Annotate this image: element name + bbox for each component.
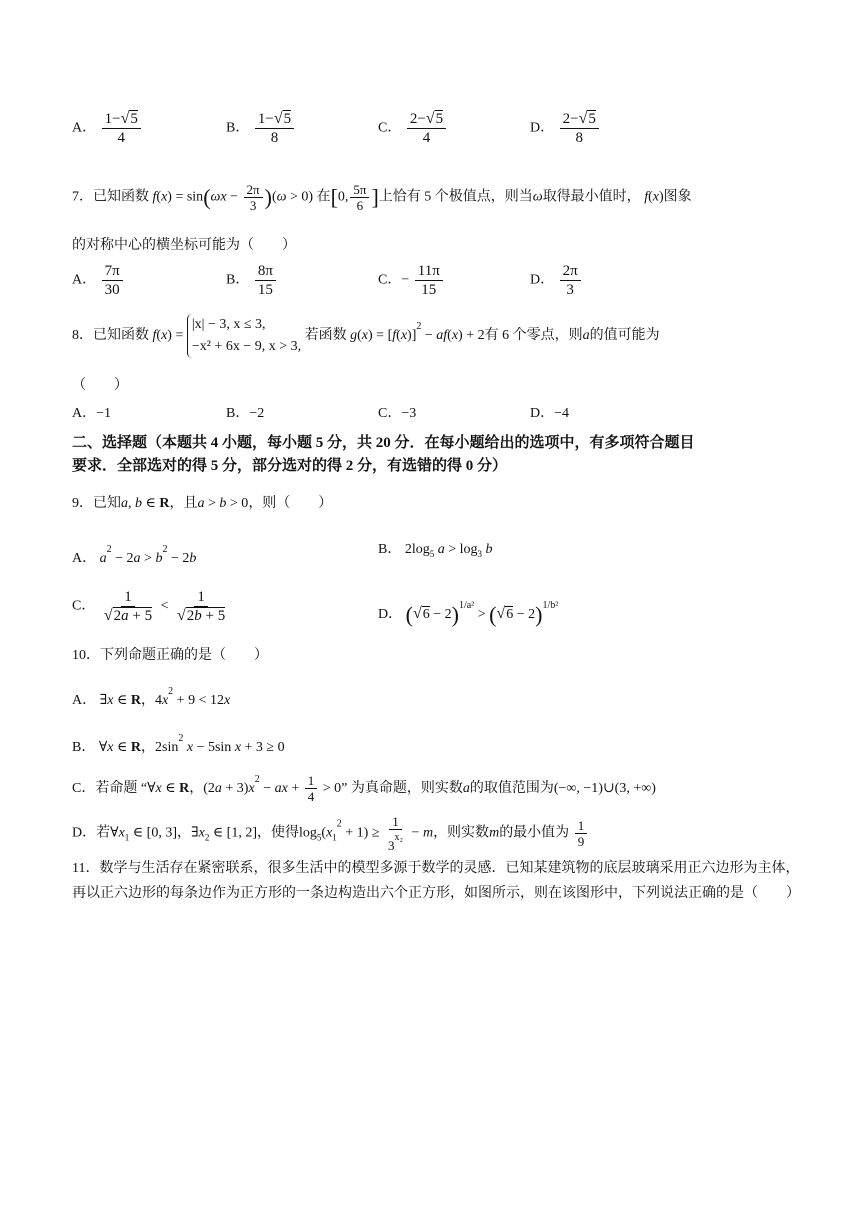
q10-option-b: B． ∀x ∈ R，$2\sin^2$ x − 5sin x + 3 ≥ 0 — [72, 733, 285, 755]
q6-option-c: C． $\frac{2-√5}{4}$ — [378, 110, 448, 147]
q7-stem-line2: 的对称中心的横坐标可能为（ ） — [72, 238, 296, 253]
q11-stem: 11．数学与生活存在紧密联系，很多生活中的模型多源于数学的灵感．已知某建筑物的底层玻璃采用正六边形为主体，再以正六边形的每条边作为正方形的一条边构造出六个正方形，如图所示，则在该图形中，下列说法正确的是（ ） — [72, 861, 800, 901]
q6-option-b: B． $\frac{1-√5}{8}$ — [226, 110, 296, 147]
q9-option-c: C． $\frac{1}{√2a + 5}$ < $\frac{1}{√2b + 5}$ — [72, 589, 226, 624]
q8-paren: （ ） — [72, 378, 128, 393]
q6-option-d: D． $\frac{2-√5}{8}$ — [530, 110, 601, 147]
section-2-heading: 二、选择题（本题共 4 小题，每小题 5 分，共 20 分．在每小题给出的选项中，有多项符合题目 要求．全部选对的得 5 分，部分选对的得 2 分，有选错的得 0 分） — [72, 435, 695, 474]
q8-piecewise: |x| − 3, x ≤ 3, −x² + 6x − 9, x > 3, — [187, 314, 301, 358]
q8-option-c: C．−3 — [378, 406, 417, 421]
q9-option-d: D． $(√6 - 2)^{1/a^2} > (√6 - 2)^{1/b^2}$ — [378, 600, 559, 627]
q10-option-c: C．若命题 “∀x ∈ R，$(2a + 3)x^2$ − ax + $\frac{1}{4}$ > 0” 为真命题，则实数a的取值范围为(−∞, −1)∪(3, +∞) — [72, 773, 656, 805]
q10-stem: 10．下列命题正确的是（ ） — [72, 648, 268, 663]
q8-option-b: B．−2 — [226, 406, 265, 421]
q10-option-d: D．若$\forall x_1$ ∈ [0, 3]，$\exists x_2$ ∈ [1, 2]，使得$\log_5(x_1^2 + 1)$ ≥ $\frac{1}{3^{x_2}}$ − m，则实数m的最小值为 $\frac{1}{9}$ — [72, 814, 589, 853]
q8-option-a: A．−1 — [72, 406, 112, 421]
q7-stem: 7．已知函数 f(x) = sin(ωx − $\frac{2\pi}{3}$ )(ω > 0) 在[0, $\frac{5\pi}{6}$ ]上恰有 5 个极值点，则当ω取得最小值时， f(x)图象 — [72, 182, 692, 213]
q9-option-a: A． $a^2 - 2a > b^2 - 2b$ — [72, 544, 197, 566]
q7-option-a: A． $\frac{7\pi}{30}$ — [72, 262, 125, 299]
q9-option-b: B． $2\log_5$ $a > \log_3 b$ — [378, 542, 493, 559]
q7-option-b: B． $\frac{8\pi}{15}$ — [226, 262, 278, 299]
q10-option-a: A． ∃x ∈ R，$4x^2 + 9 < 12x$ — [72, 686, 231, 708]
q8-option-d: D．−4 — [530, 406, 570, 421]
q7-option-c: C．− $\frac{11\pi}{15}$ — [378, 262, 445, 299]
q9-stem: 9．已知a, b ∈ R，且a > b > 0，则（ ） — [72, 496, 333, 511]
q8-stem: 8．已知函数 f(x) = |x| − 3, x ≤ 3, −x² + 6x − 9, x > 3, 若函数 $g(x) = [f(x)]^2 - af(x) + 2$有 6 个零点，则a的值可能为 — [72, 314, 660, 358]
q7-option-d: D． $\frac{2\pi}{3}$ — [530, 262, 583, 299]
q6-option-a: A． $\frac{1-√5}{4}$ — [72, 110, 143, 147]
